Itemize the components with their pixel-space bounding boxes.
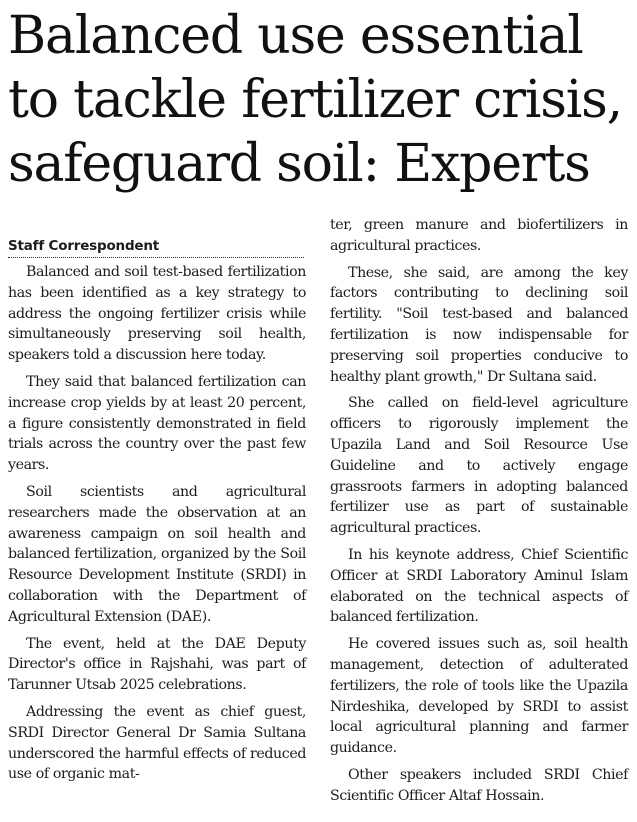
article-paragraph: They said that balanced fertilization can increase crop yields by at least 20 percent, a figure consistently demonstrated in field trials across the country over the past few years.: [8, 373, 306, 474]
byline: Staff Correspondent: [8, 236, 304, 258]
article-paragraph: These, she said, are among the key factors contributing to declining soil fertility. "Soil test-based and balanced fertilization is now indispensable for preserving soil properties conducive to healthy plant growth," Dr Sultana said.: [330, 264, 628, 385]
article-paragraph: She called on field-level agriculture officers to rigorously implement the Upazila Land and Soil Resource Use Guideline and to actively engage grassroots farmers in adopting balanced fertilizer use as part of sustainable agricultural practices.: [330, 395, 628, 537]
article-paragraph-continued: ter, green manure and biofertilizers in agricultural practices.: [330, 217, 628, 254]
article-column-left: [8, 236, 306, 791]
article-paragraph: The event, held at the DAE Deputy Director's office in Rajshahi, was part of Tarunner Utsab 2025 celebrations.: [8, 635, 306, 694]
headline: Balanced use essential to tackle fertilizer crisis, safeguard soil: Experts: [8, 6, 622, 194]
article-paragraph: Balanced and soil test-based fertilization has been identified as a key strategy to address the ongoing fertilizer crisis while simultaneously preserving soil health, speakers told a discussion here today.: [8, 264, 306, 364]
article-paragraph: Soil scientists and agricultural researchers made the observation at an awareness campaign on soil health and balanced fertilization, organized by the Soil Resource Development Institute (SRDI) in collaboration with the Department of Agricultural Extension (DAE).: [8, 483, 306, 625]
article-column-right: [330, 215, 628, 813]
article-paragraph: In his keynote address, Chief Scientific Officer at SRDI Laboratory Aminul Islam elaborated on the technical aspects of balanced fertilization.: [330, 546, 628, 626]
article-paragraph: Addressing the event as chief guest, SRDI Director General Dr Samia Sultana underscored the harmful effects of reduced use of organic mat-: [8, 703, 306, 783]
article-paragraph: He covered issues such as, soil health management, detection of adulterated fertilizers, the role of tools like the Upazila Nirdeshika, developed by SRDI to assist local agricultural planning and farmer guidance.: [330, 636, 628, 757]
article-paragraph: Other speakers included SRDI Chief Scientific Officer Altaf Hossain.: [330, 766, 628, 804]
